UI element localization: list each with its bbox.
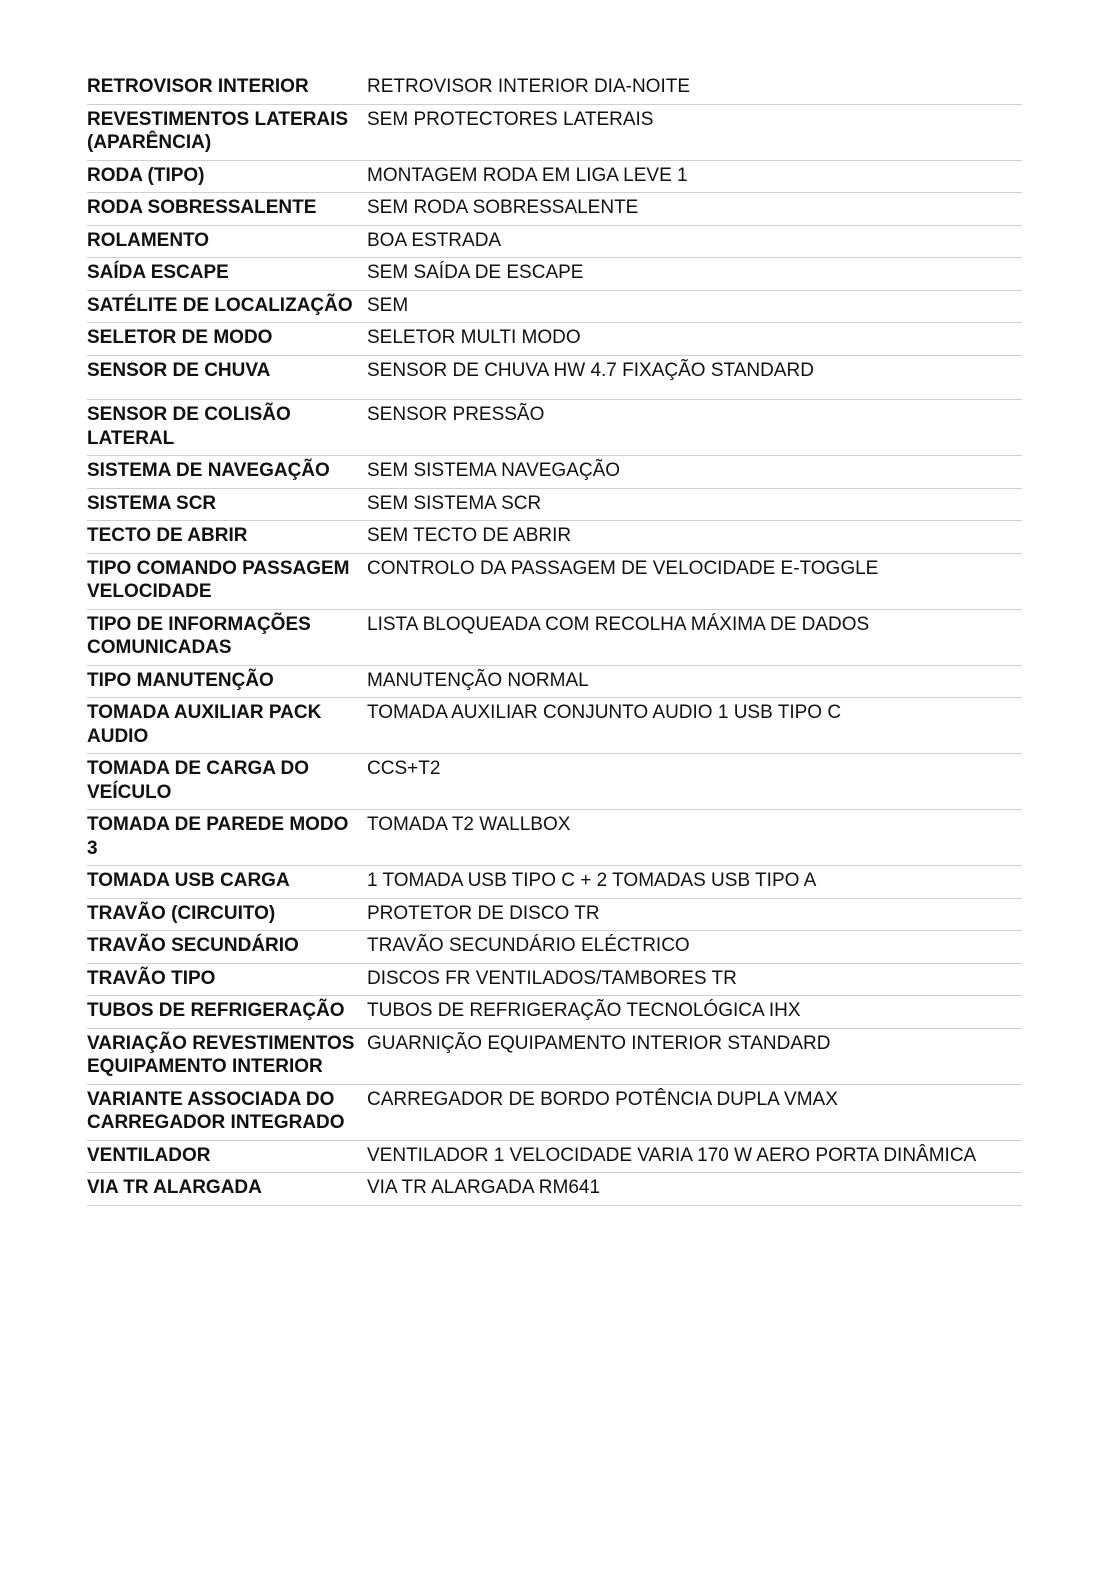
spec-value: TOMADA T2 WALLBOX xyxy=(367,810,1022,866)
spec-row xyxy=(87,456,1022,489)
spec-row xyxy=(87,521,1022,554)
spec-label: TIPO COMANDO PASSAGEM VELOCIDADE xyxy=(87,553,367,609)
spec-value: RETROVISOR INTERIOR DIA-NOITE xyxy=(367,72,1022,104)
spec-label: SISTEMA SCR xyxy=(87,488,367,521)
spec-label: VIA TR ALARGADA xyxy=(87,1173,367,1206)
spec-value: TRAVÃO SECUNDÁRIO ELÉCTRICO xyxy=(367,931,1022,964)
spec-label: TRAVÃO SECUNDÁRIO xyxy=(87,931,367,964)
spec-value: MONTAGEM RODA EM LIGA LEVE 1 xyxy=(367,160,1022,193)
spec-row xyxy=(87,323,1022,356)
spec-label: SISTEMA DE NAVEGAÇÃO xyxy=(87,456,367,489)
spec-label: RETROVISOR INTERIOR xyxy=(87,72,367,104)
spec-value: SENSOR PRESSÃO xyxy=(367,400,1022,456)
spec-label: REVESTIMENTOS LATERAIS (APARÊNCIA) xyxy=(87,104,367,160)
spec-label: TIPO MANUTENÇÃO xyxy=(87,665,367,698)
spec-label: SAÍDA ESCAPE xyxy=(87,258,367,291)
spec-row xyxy=(87,290,1022,323)
spec-label: VARIANTE ASSOCIADA DO CARREGADOR INTEGRADO xyxy=(87,1084,367,1140)
spec-label: SENSOR DE COLISÃO LATERAL xyxy=(87,400,367,456)
spec-value: SEM SAÍDA DE ESCAPE xyxy=(367,258,1022,291)
spec-row xyxy=(87,258,1022,291)
spec-row xyxy=(87,104,1022,160)
spec-label: RODA SOBRESSALENTE xyxy=(87,193,367,226)
spec-label: VENTILADOR xyxy=(87,1140,367,1173)
spec-value: PROTETOR DE DISCO TR xyxy=(367,898,1022,931)
spec-value: TUBOS DE REFRIGERAÇÃO TECNOLÓGICA IHX xyxy=(367,996,1022,1029)
spec-label: TOMADA DE CARGA DO VEÍCULO xyxy=(87,754,367,810)
spec-row xyxy=(87,609,1022,665)
spec-row xyxy=(87,225,1022,258)
spec-label: TIPO DE INFORMAÇÕES COMUNICADAS xyxy=(87,609,367,665)
spec-row xyxy=(87,898,1022,931)
spec-row xyxy=(87,963,1022,996)
spec-value: VIA TR ALARGADA RM641 xyxy=(367,1173,1022,1206)
spec-value: SENSOR DE CHUVA HW 4.7 FIXAÇÃO STANDARD xyxy=(367,355,1022,400)
spec-value: VENTILADOR 1 VELOCIDADE VARIA 170 W AERO PORTA DINÂMICA xyxy=(367,1140,1022,1173)
spec-label: SELETOR DE MODO xyxy=(87,323,367,356)
spec-label: VARIAÇÃO REVESTIMENTOS EQUIPAMENTO INTERIOR xyxy=(87,1028,367,1084)
spec-value: SEM RODA SOBRESSALENTE xyxy=(367,193,1022,226)
spec-label: TECTO DE ABRIR xyxy=(87,521,367,554)
spec-row xyxy=(87,698,1022,754)
spec-row xyxy=(87,996,1022,1029)
spec-value: SEM xyxy=(367,290,1022,323)
spec-value: CONTROLO DA PASSAGEM DE VELOCIDADE E-TOGGLE xyxy=(367,553,1022,609)
spec-row xyxy=(87,810,1022,866)
spec-row xyxy=(87,1028,1022,1084)
specification-table-body xyxy=(87,72,1022,1205)
spec-row xyxy=(87,488,1022,521)
spec-value: SELETOR MULTI MODO xyxy=(367,323,1022,356)
spec-value: SEM TECTO DE ABRIR xyxy=(367,521,1022,554)
spec-row xyxy=(87,931,1022,964)
spec-value: CARREGADOR DE BORDO POTÊNCIA DUPLA VMAX xyxy=(367,1084,1022,1140)
spec-row xyxy=(87,355,1022,400)
spec-row xyxy=(87,400,1022,456)
spec-value: SEM SISTEMA NAVEGAÇÃO xyxy=(367,456,1022,489)
spec-label: SENSOR DE CHUVA xyxy=(87,355,367,400)
specification-table xyxy=(87,72,1022,1206)
spec-label: TOMADA DE PAREDE MODO 3 xyxy=(87,810,367,866)
spec-row xyxy=(87,866,1022,899)
spec-row xyxy=(87,665,1022,698)
spec-value: DISCOS FR VENTILADOS/TAMBORES TR xyxy=(367,963,1022,996)
spec-row xyxy=(87,193,1022,226)
spec-label: SATÉLITE DE LOCALIZAÇÃO xyxy=(87,290,367,323)
spec-label: TOMADA USB CARGA xyxy=(87,866,367,899)
spec-label: ROLAMENTO xyxy=(87,225,367,258)
spec-label: TRAVÃO TIPO xyxy=(87,963,367,996)
spec-row xyxy=(87,553,1022,609)
spec-value: SEM PROTECTORES LATERAIS xyxy=(367,104,1022,160)
spec-value: SEM SISTEMA SCR xyxy=(367,488,1022,521)
spec-value: TOMADA AUXILIAR CONJUNTO AUDIO 1 USB TIPO C xyxy=(367,698,1022,754)
spec-label: TOMADA AUXILIAR PACK AUDIO xyxy=(87,698,367,754)
spec-value: LISTA BLOQUEADA COM RECOLHA MÁXIMA DE DADOS xyxy=(367,609,1022,665)
spec-row xyxy=(87,72,1022,104)
spec-row xyxy=(87,754,1022,810)
spec-value: GUARNIÇÃO EQUIPAMENTO INTERIOR STANDARD xyxy=(367,1028,1022,1084)
spec-value: CCS+T2 xyxy=(367,754,1022,810)
spec-row xyxy=(87,1173,1022,1206)
spec-value: 1 TOMADA USB TIPO C + 2 TOMADAS USB TIPO A xyxy=(367,866,1022,899)
spec-row xyxy=(87,160,1022,193)
spec-value: MANUTENÇÃO NORMAL xyxy=(367,665,1022,698)
spec-row xyxy=(87,1084,1022,1140)
spec-value: BOA ESTRADA xyxy=(367,225,1022,258)
spec-label: TUBOS DE REFRIGERAÇÃO xyxy=(87,996,367,1029)
spec-row xyxy=(87,1140,1022,1173)
spec-label: TRAVÃO (CIRCUITO) xyxy=(87,898,367,931)
spec-label: RODA (TIPO) xyxy=(87,160,367,193)
